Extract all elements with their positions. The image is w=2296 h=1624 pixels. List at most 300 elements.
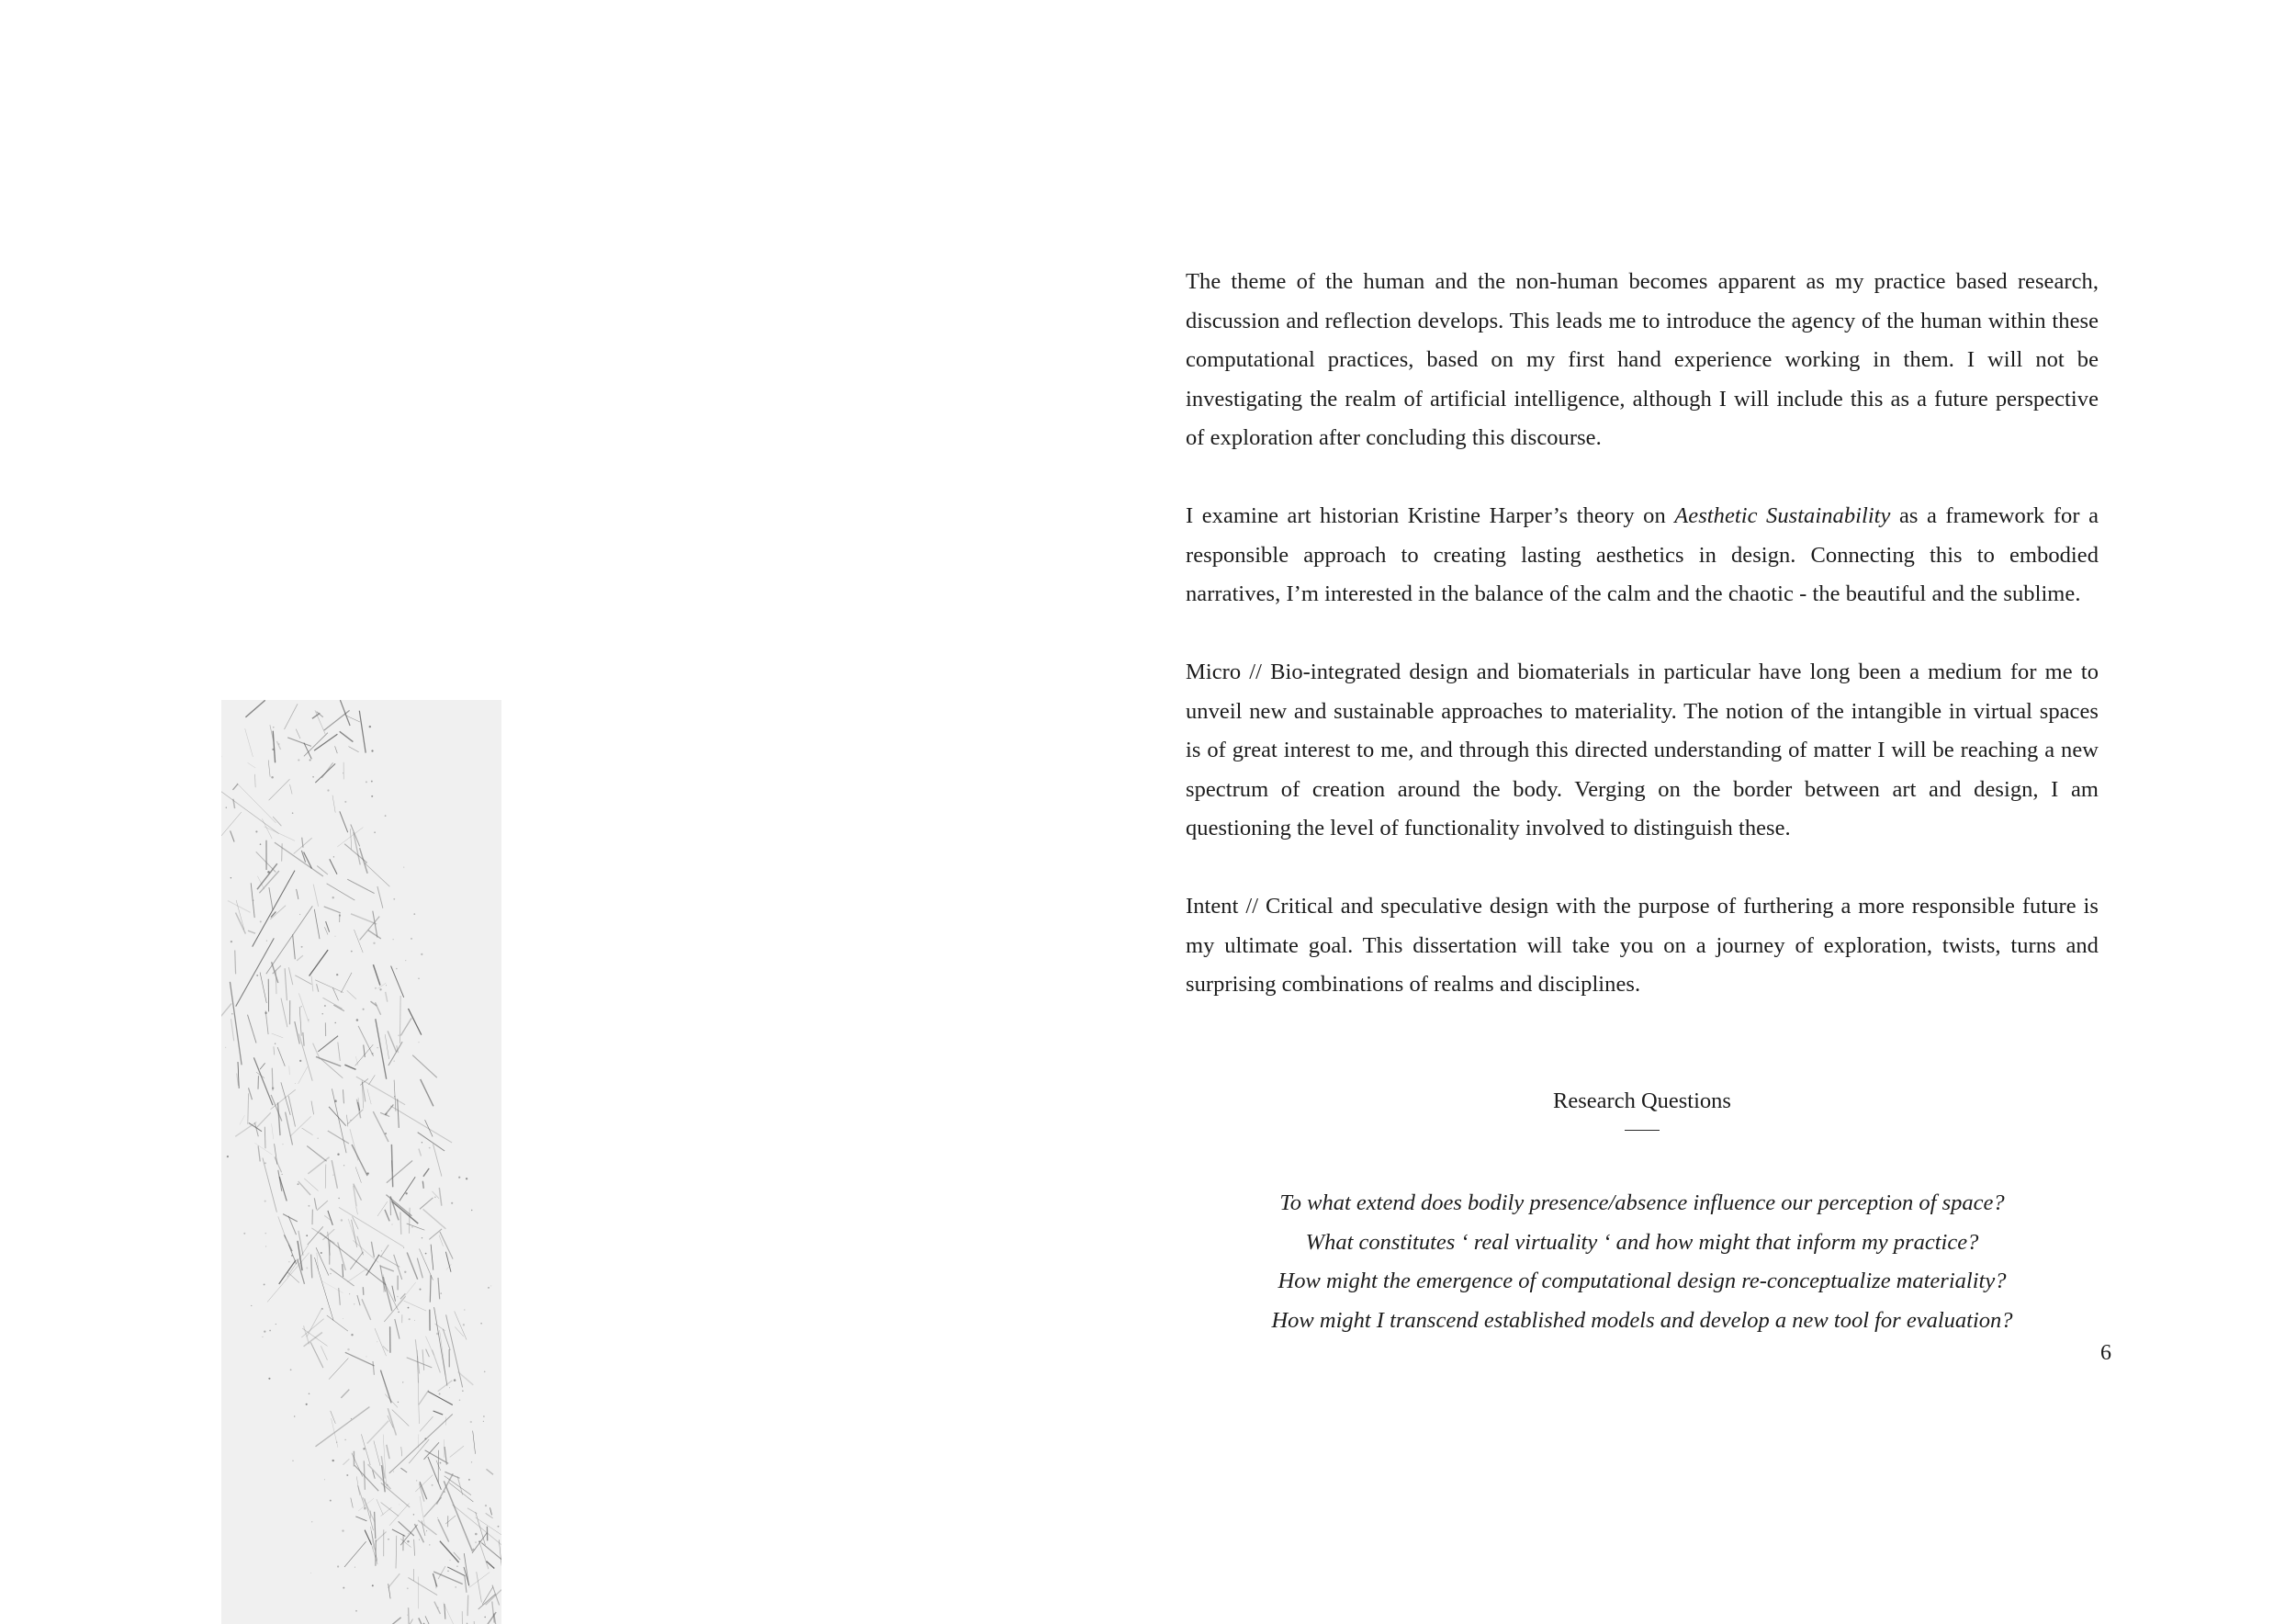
texture-dot	[483, 1415, 485, 1417]
texture-stroke	[400, 1468, 407, 1472]
texture-stroke	[317, 984, 319, 992]
texture-dot	[419, 1539, 420, 1540]
texture-stroke	[377, 886, 383, 908]
texture-stroke	[254, 1143, 272, 1155]
texture-stroke	[367, 1421, 389, 1444]
texture-stroke	[361, 1434, 370, 1465]
texture-stroke	[274, 1046, 275, 1054]
texture-stroke	[231, 830, 235, 841]
texture-dot	[350, 1120, 351, 1121]
texture-stroke	[262, 818, 272, 839]
texture-stroke	[249, 1088, 253, 1100]
texture-dot	[374, 831, 376, 833]
texture-dot	[394, 1096, 396, 1098]
texture-dot	[464, 1309, 465, 1310]
texture-stroke	[377, 1499, 383, 1515]
texture-stroke	[388, 1573, 400, 1588]
texture-dot	[438, 1607, 439, 1608]
texture-dot	[271, 776, 274, 779]
texture-dot	[231, 1013, 233, 1015]
texture-stroke	[418, 1520, 436, 1535]
texture-stroke	[245, 728, 253, 757]
texture-stroke	[323, 998, 343, 1009]
texture-dot	[436, 1333, 439, 1336]
texture-stroke	[409, 1607, 410, 1624]
texture-stroke	[487, 1562, 495, 1569]
texture-stroke	[248, 930, 255, 933]
texture-stroke	[394, 1080, 396, 1111]
texture-dot	[256, 975, 258, 976]
paragraph-intent: Intent // Critical and speculative design with the purpose of furthering a more responsible future is my ultimate goal. This dissertation will take you on a journey of exploration, twists, turns and surprising combinations of realms and disciplines.	[1186, 894, 2099, 997]
texture-dot	[416, 1480, 417, 1481]
texture-dot	[291, 1255, 293, 1257]
texture-dot	[354, 1303, 355, 1304]
texture-dot	[324, 1479, 325, 1480]
texture-stroke	[391, 966, 404, 998]
texture-dot	[381, 1250, 382, 1251]
texture-dot	[309, 1393, 310, 1395]
texture-stroke	[433, 1411, 444, 1415]
texture-stroke	[467, 1596, 468, 1617]
texture-stroke	[477, 1572, 482, 1602]
texture-dot	[379, 988, 381, 990]
texture-dot	[291, 1250, 292, 1251]
texture-dot	[407, 1587, 409, 1589]
texture-stroke	[419, 1149, 422, 1156]
texture-stroke	[285, 704, 298, 729]
texture-dot	[337, 1565, 339, 1567]
texture-stroke	[419, 1390, 429, 1404]
texture-stroke	[390, 1106, 452, 1143]
texture-stroke	[375, 1328, 387, 1356]
texture-dot	[451, 1202, 453, 1204]
texture-stroke	[381, 1483, 410, 1507]
texture-stroke	[304, 1179, 318, 1191]
texture-stroke	[339, 1288, 341, 1305]
texture-dot	[380, 1480, 381, 1481]
texture-stroke	[362, 1299, 371, 1320]
texture-dot	[292, 1460, 294, 1462]
texture-stroke	[279, 1177, 287, 1201]
texture-stroke	[400, 1212, 401, 1235]
texture-stroke	[368, 930, 381, 939]
texture-stroke	[423, 1168, 429, 1177]
texture-dot	[330, 1500, 332, 1502]
texture-dot	[393, 1060, 395, 1062]
texture-dot	[369, 726, 371, 727]
texture-dot	[264, 1201, 266, 1202]
texture-dot	[472, 1549, 474, 1551]
texture-stroke	[392, 1410, 410, 1427]
texture-dot	[432, 1484, 433, 1486]
texture-stroke	[322, 1281, 343, 1293]
texture-dot	[396, 968, 398, 970]
texture-stroke	[385, 1034, 388, 1059]
texture-stroke	[376, 1532, 387, 1542]
texture-stroke	[376, 1019, 387, 1079]
page-number: 6	[2100, 1341, 2111, 1365]
texture-stroke	[389, 1415, 453, 1473]
texture-dot	[299, 914, 300, 915]
texture-stroke	[355, 1056, 358, 1066]
texture-dot	[393, 1471, 394, 1472]
texture-stroke	[351, 914, 377, 924]
texture-dot	[332, 897, 334, 898]
texture-dot	[404, 1271, 406, 1273]
texture-stroke	[260, 1063, 265, 1069]
texture-dot	[403, 867, 404, 868]
texture-stroke	[258, 1145, 260, 1161]
texture-stroke	[450, 1446, 464, 1457]
texture-stroke	[358, 1485, 366, 1508]
texture-dot	[393, 939, 394, 940]
texture-stroke	[357, 1295, 360, 1305]
texture-dot	[292, 812, 294, 814]
texture-stroke	[221, 784, 279, 834]
texture-stroke	[372, 1531, 377, 1562]
texture-stroke	[392, 1529, 405, 1537]
paragraph-agency: The theme of the human and the non-human becomes apparent as my practice based research, discussion and reflection develops. This leads me to introduce the agency of the human within these computational practices, based on my first hand experience working in them. I will not be investigating the realm of artificial intelligence, although I will include this as a future perspective of exploration after concluding this discourse.	[1186, 269, 2099, 450]
texture-dot	[253, 899, 254, 901]
texture-dot	[288, 1261, 289, 1262]
texture-dot	[294, 1415, 295, 1416]
texture-stroke	[329, 1359, 348, 1380]
texture-dot	[260, 920, 262, 922]
texture-stroke	[315, 1257, 334, 1321]
texture-dot	[462, 1391, 463, 1392]
texture-stroke	[352, 1145, 367, 1176]
texture-stroke	[431, 1245, 433, 1270]
texture-stroke	[400, 996, 401, 1043]
texture-dot	[310, 759, 311, 761]
texture-dot	[364, 1507, 366, 1510]
texture-stroke	[248, 762, 256, 768]
texture-dot	[408, 1307, 410, 1309]
texture-stroke	[420, 1416, 433, 1431]
texture-stroke	[404, 1301, 427, 1311]
texture-stroke	[347, 1269, 367, 1282]
texture-dot	[282, 1174, 283, 1175]
texture-dot	[290, 1369, 292, 1370]
texture-dot	[335, 936, 336, 937]
texture-dot	[264, 1162, 266, 1164]
texture-dot	[437, 1517, 438, 1518]
texture-stroke	[308, 1157, 329, 1174]
texture-dot	[272, 1088, 274, 1089]
texture-dot	[449, 1560, 450, 1561]
texture-dot	[371, 1053, 373, 1054]
texture-dot	[403, 1247, 404, 1248]
texture-stroke	[430, 1275, 431, 1303]
texture-dot	[386, 1484, 388, 1486]
texture-dot	[418, 978, 419, 979]
texture-dot	[411, 1226, 413, 1228]
texture-stroke	[476, 1512, 486, 1545]
texture-dot	[440, 1292, 442, 1294]
texture-stroke	[317, 1201, 328, 1211]
texture-stroke	[233, 799, 235, 808]
texture-stroke	[240, 1115, 245, 1124]
texture-dot	[456, 1566, 457, 1567]
texture-dot	[344, 1439, 346, 1441]
texture-dot	[424, 1438, 426, 1439]
texture-stroke	[298, 1181, 310, 1195]
texture-stroke	[426, 1349, 430, 1358]
texture-stroke	[438, 1566, 445, 1579]
texture-dot	[366, 781, 367, 783]
texture-stroke	[357, 1236, 364, 1256]
texture-stroke	[454, 1552, 460, 1560]
texture-dot	[308, 1019, 310, 1021]
texture-dot	[351, 1334, 353, 1336]
texture-stroke	[386, 992, 388, 1002]
texture-stroke	[407, 1253, 418, 1280]
texture-stroke	[453, 1505, 501, 1551]
texture-stroke	[349, 747, 359, 752]
texture-stroke	[425, 1120, 433, 1136]
texture-dot	[488, 1287, 490, 1289]
texture-dot	[385, 1133, 387, 1134]
texture-stroke	[418, 1133, 445, 1151]
texture-stroke	[340, 700, 350, 726]
texture-stroke	[265, 1011, 268, 1035]
line-texture-drawing	[221, 700, 501, 1624]
texture-stroke	[344, 1065, 355, 1069]
texture-stroke	[285, 968, 287, 1000]
texture-stroke	[344, 1541, 366, 1567]
texture-stroke	[335, 746, 338, 753]
texture-stroke	[332, 795, 335, 813]
texture-dot	[455, 1586, 456, 1588]
texture-stroke	[375, 1512, 376, 1539]
texture-stroke	[295, 1021, 300, 1043]
texture-stroke	[360, 848, 368, 874]
texture-stroke	[341, 1390, 349, 1398]
texture-stroke	[316, 1247, 329, 1275]
texture-dot	[372, 1585, 374, 1586]
texture-dot	[264, 1283, 265, 1285]
texture-stroke	[235, 951, 236, 975]
texture-stroke	[254, 774, 255, 787]
texture-dot	[407, 1540, 409, 1542]
texture-stroke	[248, 1093, 249, 1123]
texture-dot	[475, 1541, 477, 1543]
texture-stroke	[455, 1312, 467, 1340]
texture-dot	[373, 942, 375, 944]
texture-dot	[327, 789, 329, 791]
texture-stroke	[281, 998, 287, 1028]
texture-dot	[399, 1505, 400, 1506]
texture-dot	[408, 1533, 409, 1534]
texture-dot	[366, 1172, 368, 1174]
texture-stroke	[275, 1144, 277, 1164]
texture-stroke	[347, 1115, 348, 1127]
texture-stroke	[345, 1352, 375, 1366]
texture-stroke	[347, 879, 374, 893]
emphasis-aesthetic-sustainability: Aesthetic Sustainability	[1674, 503, 1891, 528]
texture-dot	[351, 1418, 352, 1419]
texture-stroke	[351, 829, 352, 849]
texture-dot	[429, 1147, 431, 1149]
texture-dot	[341, 1219, 343, 1221]
texture-stroke	[398, 1100, 400, 1128]
texture-stroke	[328, 1211, 332, 1225]
texture-stroke	[327, 884, 355, 900]
texture-stroke	[339, 1207, 404, 1246]
texture-stroke	[395, 1319, 400, 1339]
texture-stroke	[383, 1277, 392, 1311]
texture-stroke	[254, 1122, 258, 1136]
texture-dot	[332, 1175, 333, 1176]
texture-dot	[398, 1402, 399, 1403]
texture-stroke	[440, 1330, 446, 1376]
texture-stroke	[425, 1616, 432, 1624]
texture-stroke	[363, 1497, 375, 1522]
research-question: How might the emergence of computational design re-conceptualize materiality?	[1277, 1269, 2007, 1293]
texture-dot	[483, 1421, 484, 1422]
texture-dot	[351, 951, 353, 953]
texture-stroke	[325, 1165, 326, 1189]
texture-stroke	[499, 1539, 501, 1573]
texture-stroke	[387, 1445, 389, 1459]
texture-stroke	[264, 1127, 265, 1149]
texture-dot	[485, 1505, 487, 1506]
texture-dot	[397, 1296, 399, 1298]
texture-stroke	[286, 1112, 293, 1145]
texture-stroke	[329, 1107, 346, 1126]
texture-dot	[386, 985, 387, 986]
texture-stroke	[318, 1036, 338, 1052]
texture-stroke	[440, 1541, 459, 1562]
texture-stroke	[311, 976, 313, 992]
texture-stroke	[435, 1324, 445, 1331]
texture-dot	[498, 1526, 500, 1528]
texture-dot	[355, 1610, 357, 1612]
texture-dot	[422, 1182, 423, 1183]
texture-stroke	[231, 1019, 234, 1041]
texture-stroke	[373, 964, 380, 986]
texture-stroke	[332, 1160, 337, 1189]
texture-stroke	[390, 1197, 391, 1215]
texture-stroke	[256, 1112, 271, 1128]
texture-stroke	[365, 863, 389, 887]
texture-dot	[334, 1100, 337, 1102]
paragraph-aesthetic-sustainability	[1186, 497, 2099, 615]
texture-stroke	[351, 1498, 354, 1508]
texture-stroke	[327, 1315, 348, 1331]
paragraph-aesthetic-before: I examine art historian Kristine Harper’s theory on	[1186, 503, 1675, 528]
texture-stroke	[428, 1457, 442, 1490]
texture-dot	[490, 1285, 491, 1286]
texture-stroke	[421, 1079, 433, 1106]
texture-dot	[298, 1183, 299, 1185]
texture-dot	[342, 1529, 343, 1531]
texture-stroke	[444, 1603, 464, 1624]
texture-dot	[475, 1533, 478, 1536]
texture-stroke	[332, 1418, 338, 1448]
texture-stroke	[313, 885, 318, 907]
texture-stroke	[288, 967, 292, 985]
texture-stroke	[391, 1145, 392, 1187]
texture-stroke	[278, 1216, 287, 1238]
texture-dot	[375, 987, 377, 989]
texture-stroke	[487, 1469, 494, 1474]
texture-dot	[466, 1178, 467, 1179]
texture-dot	[339, 915, 341, 917]
paragraph-aesthetic-after: as a framework for a responsible approach to creating lasting aesthetics in design. Connecting this to embodied narratives, I’m interested in the balance of the calm and the chaotic - the beautiful and the sublime.	[1186, 503, 2099, 606]
texture-dot	[444, 1491, 445, 1492]
research-question: To what extend does bodily presence/absence influence our perception of space?	[1279, 1190, 2005, 1215]
texture-dot	[418, 1042, 419, 1043]
texture-dot	[225, 1047, 226, 1048]
texture-stroke	[307, 1146, 326, 1162]
texture-stroke	[272, 1123, 274, 1139]
texture-dot	[405, 1192, 407, 1194]
texture-stroke	[297, 889, 298, 899]
texture-stroke	[273, 731, 275, 763]
texture-stroke	[253, 1057, 273, 1105]
texture-stroke	[330, 859, 337, 874]
texture-stroke	[287, 738, 311, 747]
texture-stroke	[311, 1255, 312, 1279]
texture-dot	[306, 1404, 308, 1405]
texture-stroke	[324, 907, 341, 913]
texture-stroke	[410, 1208, 411, 1234]
texture-stroke	[271, 1089, 296, 1110]
texture-dot	[321, 1252, 322, 1254]
texture-stroke	[482, 1587, 493, 1605]
texture-stroke	[445, 1516, 456, 1524]
texture-dot	[363, 1009, 365, 1010]
research-question: How might I transcend established models and develop a new tool for evaluation?	[1271, 1307, 2013, 1333]
texture-stroke	[347, 990, 356, 998]
texture-stroke	[433, 1145, 442, 1177]
texture-dot	[425, 1253, 427, 1255]
texture-dot	[434, 1197, 435, 1198]
texture-stroke	[434, 1602, 441, 1614]
texture-stroke	[492, 1601, 494, 1622]
texture-dot	[480, 1323, 482, 1325]
texture-dot	[343, 1165, 344, 1166]
texture-stroke	[263, 1158, 277, 1212]
texture-dot	[405, 960, 406, 961]
texture-stroke	[260, 973, 266, 1004]
texture-dot	[371, 795, 373, 797]
texture-dot	[447, 1571, 448, 1572]
research-question: What constitutes ‘ real virtuality ‘ and how might that inform my practice?	[1305, 1229, 1979, 1255]
texture-dot	[227, 1156, 229, 1157]
texture-dot	[264, 1012, 267, 1015]
texture-dot	[321, 1308, 323, 1310]
texture-stroke	[438, 1381, 453, 1392]
texture-stroke	[302, 1328, 327, 1346]
texture-stroke	[310, 950, 329, 976]
texture-stroke	[297, 955, 303, 961]
texture-stroke	[315, 980, 343, 993]
texture-stroke	[295, 976, 311, 985]
texture-stroke	[436, 1473, 453, 1504]
texture-dot	[413, 1514, 414, 1515]
texture-stroke	[314, 909, 320, 939]
texture-dot	[266, 940, 267, 941]
texture-dot	[322, 1013, 323, 1014]
texture-stroke	[355, 1167, 361, 1182]
texture-stroke	[299, 1034, 313, 1081]
texture-dot	[231, 941, 232, 942]
texture-stroke	[433, 1573, 436, 1586]
texture-stroke	[275, 1156, 282, 1172]
texture-dot	[318, 1138, 319, 1139]
